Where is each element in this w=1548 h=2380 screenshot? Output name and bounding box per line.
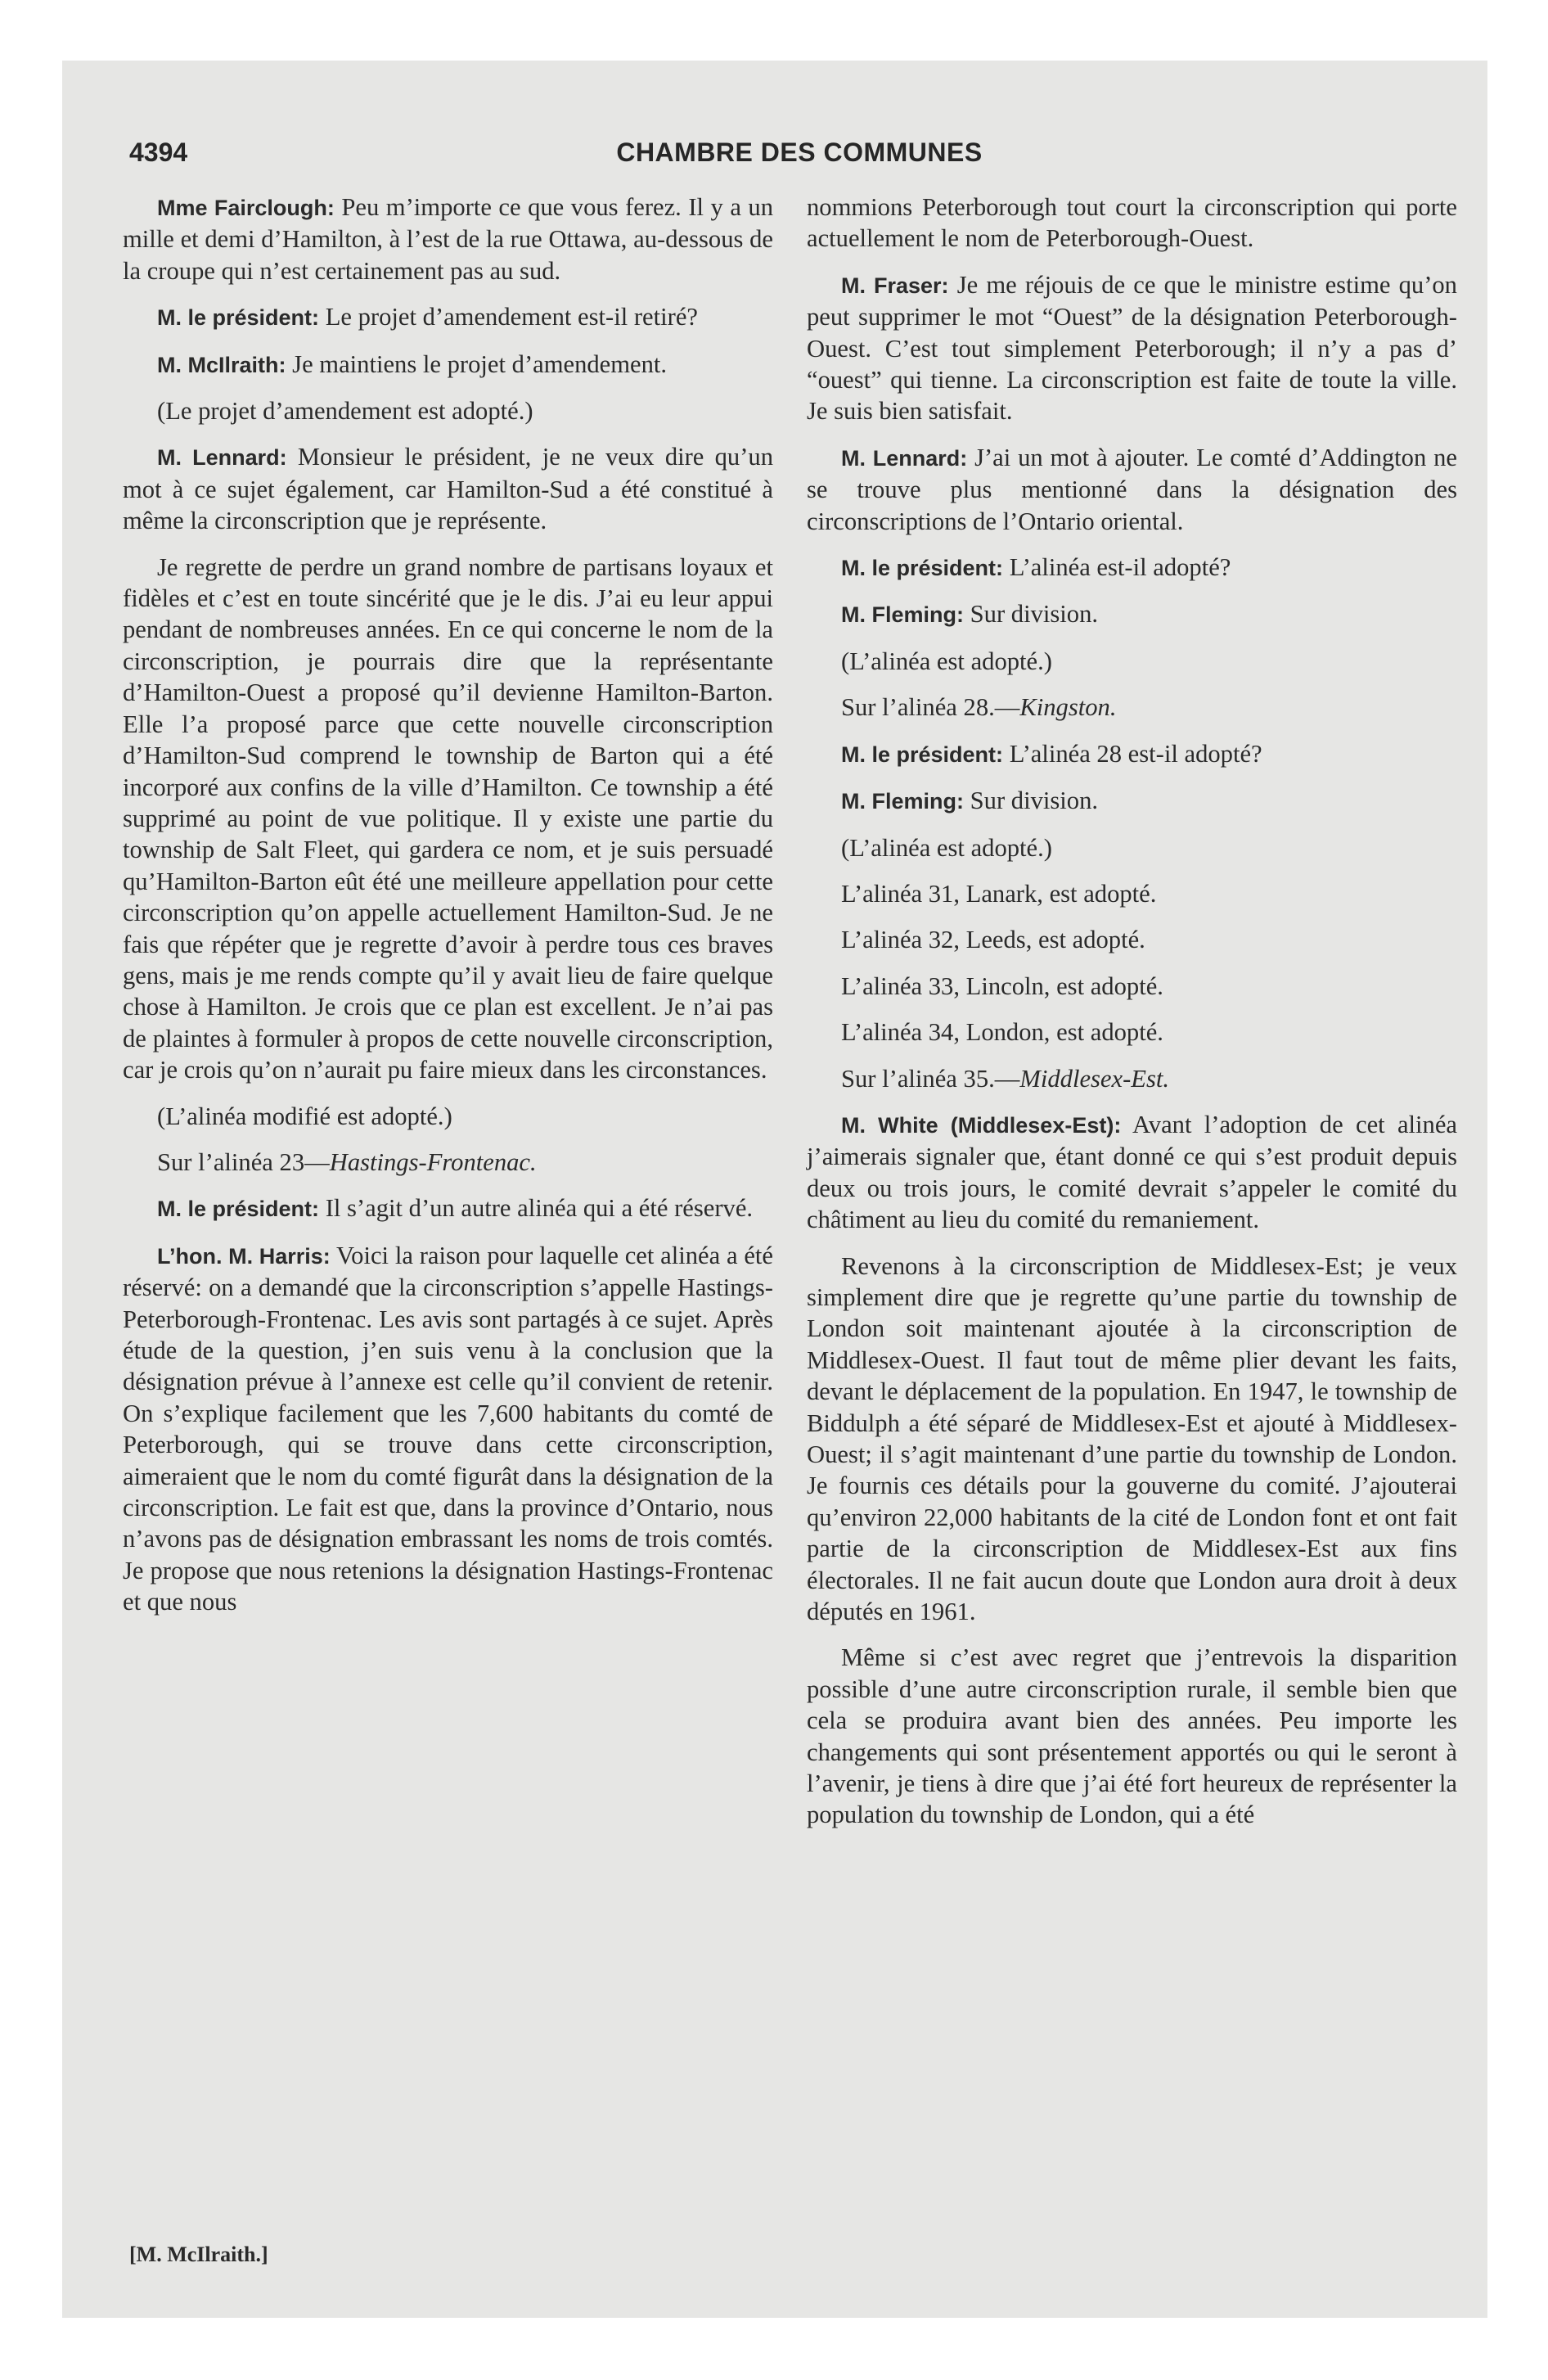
speaker-name: M. le président: — [841, 556, 1004, 581]
paragraph — [807, 192, 1457, 255]
paragraph — [807, 552, 1457, 584]
paragraph-text: L’alinéa 34, London, est adopté. — [841, 1018, 1163, 1047]
paragraph — [123, 552, 773, 1086]
paragraph-text: (Le projet d’amendement est adopté.) — [157, 397, 533, 426]
paragraph — [807, 1251, 1457, 1628]
paragraph-text: Il s’agit d’un autre alinéa qui a été réservé. — [325, 1194, 754, 1223]
paragraph — [807, 1642, 1457, 1830]
paragraph-text: Peu m’importe ce que vous ferez. Il y a un mille et demi d’Hamilton, à l’est de la rue Ottawa, au-dessous de la croupe qui n’est certainement pas au sud. — [123, 193, 774, 285]
riding-name: Hastings-Frontenac. — [329, 1147, 537, 1176]
paragraph — [807, 598, 1457, 630]
paragraph — [807, 924, 1457, 955]
paragraph-text: L’alinéa 28 est-il adopté? — [1009, 739, 1262, 768]
paragraph — [807, 785, 1457, 817]
paragraph — [807, 738, 1457, 770]
paragraph-text: (L’alinéa est adopté.) — [841, 833, 1052, 862]
paragraph-text: Revenons à la circonscription de Middlesex-Est; je veux simplement dire que je regrette qu’une partie du township de London soit maintenant ajoutée à la circonscription de Middlesex-Ouest. Il faut tout de même plier devant les faits, devant le déplacement de la population. En 1947, le township de Biddulph a été séparé de Middlesex-Est et ajouté à Middlesex-Ouest; il s’agit maintenant d’une partie du township de London. Je fournis ces détails pour la gouverne du comité. J’ajouterai qu’environ 22,000 habitants de la cité de London font et ont fait partie de la circonscription de Middlesex-Est aux fins électorales. Il ne fait aucun doute que London aura droit à deux députés en 1961. — [807, 1251, 1457, 1626]
paragraph-text: (L’alinéa modifié est adopté.) — [157, 1102, 452, 1130]
speaker-name: M. Fleming: — [841, 789, 964, 814]
speaker-name: L’hon. M. Harris: — [157, 1243, 331, 1269]
paragraph — [807, 1016, 1457, 1048]
running-title: CHAMBRE DES COMMUNES — [616, 137, 983, 167]
speaker-name: M. Lennard: — [841, 445, 968, 471]
paragraph — [807, 1063, 1457, 1094]
speaker-footer: [M. McIlraith.] — [129, 2243, 268, 2266]
paragraph-text: L’alinéa 31, Lanark, est adopté. — [841, 879, 1157, 908]
paragraph — [807, 878, 1457, 909]
paragraph — [123, 192, 773, 286]
paragraph-text: Je regrette de perdre un grand nombre de partisans loyaux et fidèles et c’est en toute sincérité que je le dis. J’ai eu leur appui pendant de nombreuses années. En ce qui concerne le nom de la circonscription, je pourrais dire que la représentante d’Hamilton-Ouest a proposé qu’il devienne Hamilton-Barton. Elle l’a proposé parce que cette nouvelle circonscription d’Hamilton-Sud comprend le township de Barton qui a été incorporé aux confins de la ville d’Hamilton. Ce township a été supprimé au point de vue politique. Il y existe une partie du township de Salt Fleet, qui gardera ce nom, et je suis persuadé qu’Hamilton-Barton eût été une meilleure appellation pour cette circonscription qu’on appelle actuellement Hamilton-Sud. Je ne fais que répéter que je regrette d’avoir à perdre tous ces braves gens, mais je me rends compte qu’il y avait lieu de faire quelque chose à Hamilton. Je crois que ce plan est excellent. Je n’ai pas de plaintes à formuler à propos de cette nouvelle circonscription, car je crois qu’on n’aurait pu faire mieux dans les circonstances. — [123, 552, 773, 1084]
right-column — [807, 192, 1457, 1846]
paragraph-text: J’ai un mot à ajouter. Le comté d’Addington ne se trouve plus mentionné dans la désignation des circonscriptions de l’Ontario oriental. — [807, 443, 1457, 535]
document-page — [123, 131, 1476, 2292]
paragraph — [807, 646, 1457, 677]
paragraph-text: Sur l’alinéa 23— — [157, 1147, 330, 1176]
speaker-name: M. le président: — [157, 1197, 320, 1222]
speaker-name: M. le président: — [157, 305, 320, 331]
paragraph — [807, 442, 1457, 537]
paragraph — [807, 1109, 1457, 1236]
paragraph-text: L’alinéa 32, Leeds, est adopté. — [841, 926, 1145, 954]
paragraph-text: nommions Peterborough tout court la circonscription qui porte actuellement le nom de Peterborough-Ouest. — [807, 193, 1457, 253]
paragraph — [123, 395, 773, 426]
paragraph-text: Sur l’alinéa 35.— — [841, 1064, 1020, 1093]
paragraph-text: L’alinéa est-il adopté? — [1009, 553, 1231, 582]
speaker-name: Mme Fairclough: — [157, 196, 335, 220]
paragraph — [807, 971, 1457, 1002]
paragraph-text: Monsieur le président, je ne veux dire qu’un mot à ce sujet également, car Hamilton-Sud a été constitué à même la circonscription que je représente. — [123, 443, 774, 535]
paragraph — [807, 692, 1457, 723]
left-column — [123, 192, 773, 1633]
paragraph — [123, 441, 773, 536]
paragraph — [807, 832, 1457, 863]
paragraph — [123, 301, 773, 333]
paragraph — [123, 1192, 773, 1224]
paragraph-text: L’alinéa 33, Lincoln, est adopté. — [841, 971, 1163, 1000]
paragraph — [123, 349, 773, 381]
speaker-name: M. le président: — [841, 741, 1004, 767]
riding-name: Middlesex-Est. — [1019, 1064, 1170, 1093]
paragraph-text: Le projet d’amendement est-il retiré? — [325, 303, 698, 331]
speaker-name: M. Lennard: — [157, 445, 287, 471]
paragraph-text: Sur l’alinéa 28.— — [841, 693, 1020, 722]
speaker-name: M. McIlraith: — [157, 352, 286, 377]
paragraph — [123, 1147, 773, 1178]
page-number: 4394 — [129, 137, 188, 167]
speaker-name: M. Fleming: — [841, 602, 964, 628]
page-header — [123, 131, 1476, 185]
speaker-name: M. White (Middlesex-Est): — [841, 1112, 1122, 1138]
paragraph-text: Sur division. — [970, 600, 1099, 629]
paragraph-text: Voici la raison pour laquelle cet alinéa a été réservé: on a demandé que la circonscription s’appelle Hastings-Peterborough-Frontenac. Les avis sont partagés à ce sujet. Après étude de la question, j’en suis venu à la conclusion que la désignation prévue à l’annexe est celle qu’il convient de retenir. On s’explique facilement que les 7,600 habitants du comté de Peterborough, qui se trouve dans cette circonscription, aimeraient que le nom du comté figurât dans la désignation de la circonscription. Le fait est que, dans la province d’Ontario, nous n’avons pas de désignation embrassant les noms de trois comtés. Je propose que nous retenions la désignation Hastings-Frontenac et que nous — [123, 1241, 773, 1616]
paragraph-text: Même si c’est avec regret que j’entrevois la disparition possible d’une autre circonscription rurale, il semble bien que cela se produira avant bien des années. Peu importe les changements qui sont présentement apportés ou qui le seront à l’avenir, je tiens à dire que j’ai été fort heureux de représenter la population du township de London, qui a été — [807, 1643, 1457, 1829]
paragraph — [807, 269, 1457, 427]
paragraph — [123, 1240, 773, 1618]
paragraph-text: Je maintiens le projet d’amendement. — [292, 349, 668, 378]
paragraph-text: Je me réjouis de ce que le ministre estime qu’on peut supprimer le mot “Ouest” de la désignation Peterborough-Ouest. C’est tout simplement Peterborough; il n’y a pas d’ “ouest” qui tienne. La circonscription est faite de toute la ville. Je suis bien satisfait. — [807, 270, 1457, 426]
speaker-name: M. Fraser: — [841, 273, 949, 298]
riding-name: Kingston. — [1019, 693, 1117, 722]
paragraph-text: Sur division. — [970, 787, 1099, 815]
paragraph-text: (L’alinéa est adopté.) — [841, 647, 1052, 675]
paragraph-text: Avant l’adoption de cet alinéa j’aimerais signaler que, étant donné ce qui s’est produit depuis deux ou trois jours, le comité devrait s’appeler le comité du châtiment au lieu du comité du remaniement. — [807, 1110, 1457, 1234]
paragraph — [123, 1101, 773, 1132]
